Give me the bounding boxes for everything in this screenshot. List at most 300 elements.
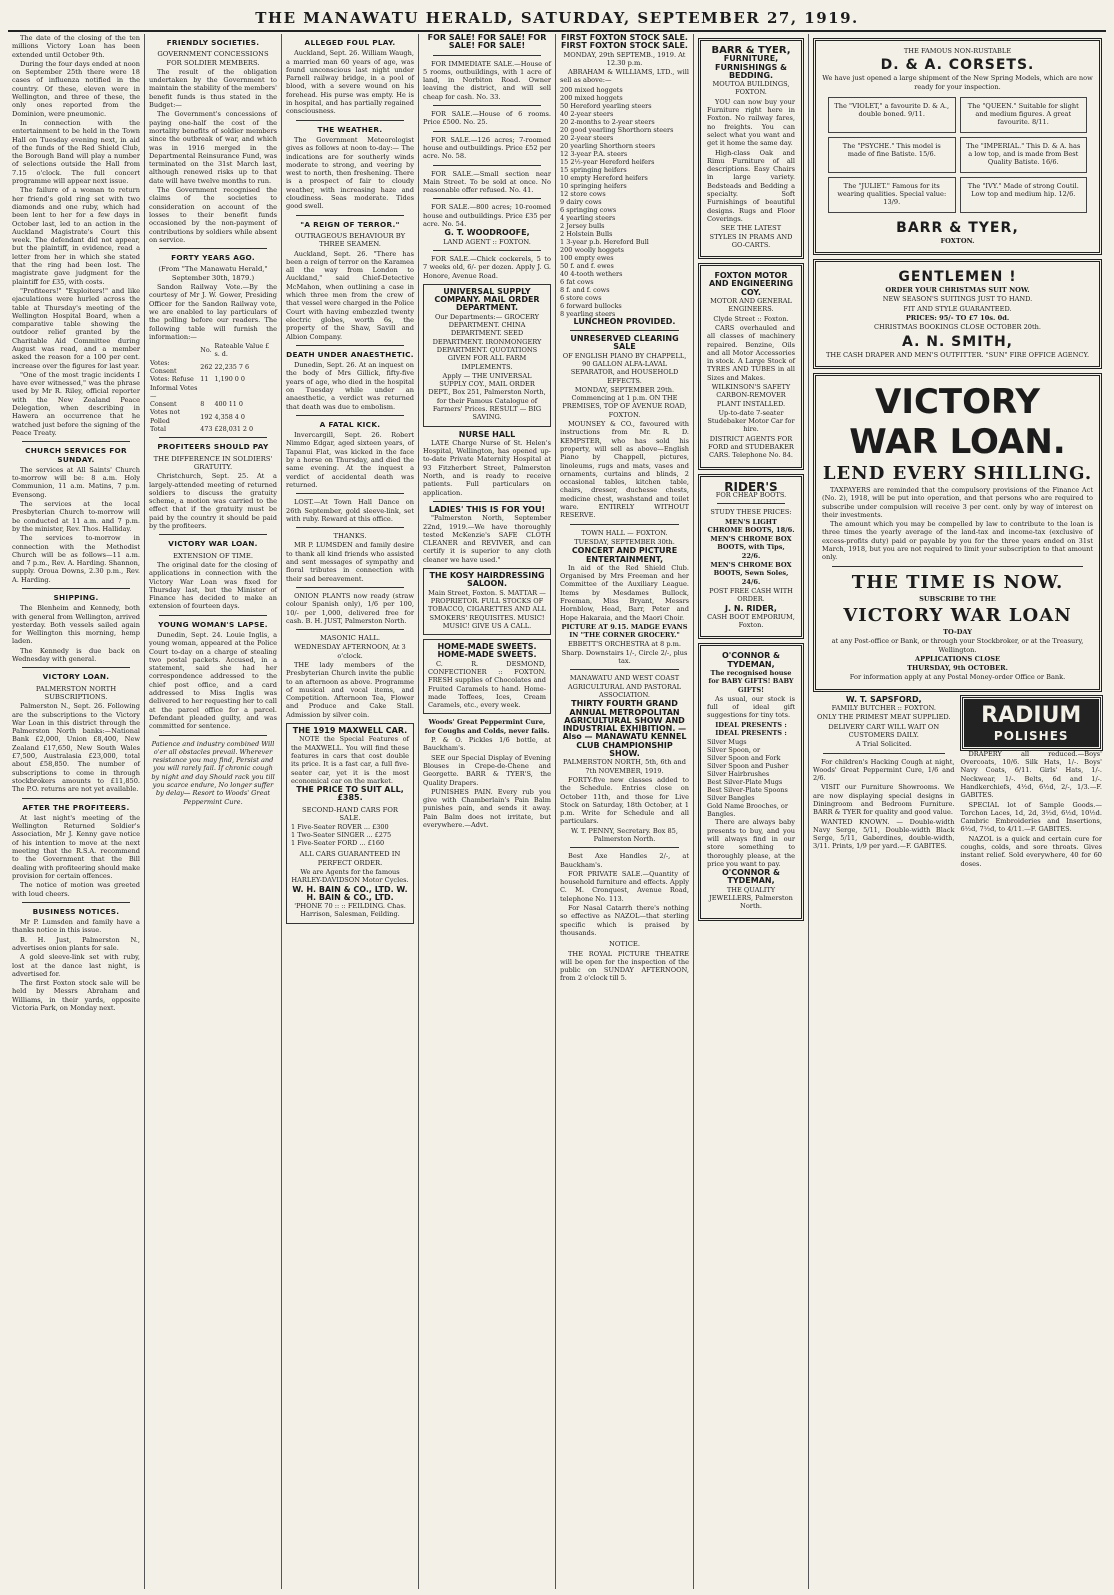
rider-title: RIDER'S	[724, 479, 778, 494]
victory-heading: VICTORY	[875, 381, 1040, 422]
table-cell: 22,235 7 6	[214, 362, 250, 371]
list-item: 40 4-tooth wethers	[560, 269, 623, 278]
corset-item: The "VIOLET," a favourite D. & A., double boned. 9/11.	[828, 97, 956, 133]
oconnor-sub: The recognised house for BABY GIFTS! BABY GIFTS!	[708, 669, 794, 694]
para-ywl: Dunedin, Sept. 24. Louie Inglis, a young woman, appeared at the Police Court to-day on a charge of stealing two postal packets. Accused, in a statement, said she had her correspondence addressed to the chief post office, and a card addressed to Miss Inglis was delivered to her requesting her to call at the parcel office for a parcel. Defendant pleaded guilty, and was committed for sentence.	[149, 631, 277, 731]
barr-text3: SEE THE LATEST STYLES IN PRAMS AND GO-CARTS.	[709, 224, 793, 249]
barr-tyer-furniture-ad	[698, 38, 804, 259]
barr-tyer-title: BARR & TYER,	[896, 219, 1019, 236]
heading-thanks: THANKS.	[333, 532, 367, 541]
table-cell: 192	[200, 412, 213, 421]
oconnor-text: As usual, our stock is full of ideal gift suggestions for tiny tots.	[707, 694, 795, 720]
list-item: 8 yearling steers	[560, 309, 616, 318]
para-after: At last night's meeting of the Wellington Returned Soldier's Association, Mr J. Kenny gave notice of his intention to move at the next meeting that the R.S.A. recommend to the Government that the Bill dealing with profiteering should make provision for certain offences.	[12, 813, 140, 880]
table-cell: Informal Votes—	[150, 383, 198, 400]
para-ring: The failure of a woman to return her friend's gold ring set with two diamonds and one ruby, which had been lent to her for a few days in October last, led to an action in the Auckland Magistrate's Court this week. The defendant did not appear, but the plaintiff, in evidence, read a letter from her in which she stated that the ring had been lost. The magistrate gave judgment for the plaintiff for £35, with costs.	[12, 186, 140, 286]
phone: 'PHONE 70 :: :: FEILDING. Chas. Harrison, Salesman, Feilding.	[294, 902, 406, 919]
list-item: 50 f. and f. ewes	[560, 261, 614, 270]
barr-text: YOU can now buy your Furniture right here in Foxton. No railway fares, no freights. You can select what you want and get it home the same day.	[707, 97, 795, 148]
oconnor-ad	[698, 643, 804, 920]
clearing-title: UNRESERVED CLEARING SALE	[570, 334, 679, 352]
para-forty: Sandon Railway Vote.—By the courtesy of Mr J. W. Gower, Presiding Officer for the Sandon Railway vote, we are enabled to lay particulars of the polling before our readers. The following table will furnish the information:—	[149, 283, 277, 341]
column-4	[419, 34, 556, 1589]
ad-onion: ONION PLANTS now ready (straw colour Spanish only), 1/6 per 100, 10/- per 1,000, delivered free for cash. B. H. JUST, Palmerston North.	[286, 591, 414, 625]
pain-ad: PUNISHES PAIN. Every rub you give with Chamberlain's Pain Balm punishes pain, and sends it away. Pain Balm does not irritate, but everywhere.—Advt.	[423, 787, 551, 830]
list-item: 10 empty Hereford heifers	[560, 173, 648, 182]
heading-terror: "A REIGN OF TERROR."	[300, 219, 400, 229]
subheading-fs: GOVERNMENT CONCESSIONS FOR SOLDIER MEMBERS.	[157, 50, 269, 67]
see-ad: SEE our Special Display of Evening Blouses in Crepe-de-Chene and Georgette. BARR & TYER'S, the Quality Drapers.	[423, 753, 551, 787]
luncheon: LUNCHEON PROVIDED.	[573, 316, 676, 326]
table-row	[149, 425, 277, 433]
list-item: 200 woolly hoggets	[560, 245, 624, 254]
metro-date: PALMERSTON NORTH, 5th, 6th and 7th NOVEMBER, 1919.	[563, 758, 686, 775]
barr-text2: High-class Oak and Rimu Furniture of all descriptions. Easy Chairs in large variety. Bedsteads and Bedding a specialty. Soft Furnishings of beautiful designs. Rugs and Floor Coverings.	[707, 148, 795, 223]
para-after2: The notice of motion was greeted with loud cheers.	[12, 881, 140, 898]
heading-masonic: MASONIC HALL.	[319, 634, 381, 643]
corset-item: The "QUEEN." Suitable for slight and medium figures. A great favourite. 8/11.	[960, 97, 1088, 133]
barr-addr: MOUTOA BUILDINGS, FOXTON.	[712, 80, 790, 97]
post-free: POST FREE CASH WITH ORDER.	[709, 586, 793, 604]
sweets-ad	[423, 639, 551, 714]
town-date: TUESDAY, SEPTEMBER 30th.	[574, 537, 675, 546]
list-item: 6 forward bullocks	[560, 301, 622, 310]
polishes-word: POLISHES	[993, 728, 1069, 743]
divider	[296, 587, 404, 588]
orchestra-text: EBBETT'S ORCHESTRA at 8 p.m. Sharp. Downstairs 1/-, Circle 2/-, plus tax.	[561, 640, 688, 666]
maxwell-ad	[286, 723, 414, 924]
para-foul: Auckland, Sept. 26. William Waugh, a married man 60 years of age, was found unconscious last night under Parnell railway bridge, in a pool of blood, with a severe wound on his forehead. His purse was empty. He is in hospital, and has partially regained consciousness.	[286, 49, 414, 116]
maxwell-title: THE 1919 MAXWELL CAR.	[292, 726, 408, 736]
barr-sub: FURNITURE, FURNISHINGS & BEDDING.	[714, 54, 787, 80]
motor-title: FOXTON MOTOR AND ENGINEERING COY.	[708, 271, 794, 297]
trial: A Trial Solicited.	[855, 740, 912, 749]
divider	[570, 524, 679, 525]
list-item: 1 Five-Seater FORD ... £160	[291, 839, 385, 848]
table-cell: 400 11 0	[214, 400, 243, 409]
whbain: W. H. BAIN & CO., LTD. W. H. BAIN & CO., LTD.	[292, 884, 408, 902]
subscribe: SUBSCRIBE TO THE	[919, 594, 996, 603]
divider	[717, 503, 785, 504]
subheading-vwl: EXTENSION OF TIME.	[172, 551, 253, 560]
divider	[296, 120, 404, 121]
picture-text: PICTURE AT 9.15. MADGE EVANS IN "THE CORNER GROCERY."	[561, 622, 688, 640]
secondhand-title: SECOND-HAND CARS FOR SALE.	[301, 805, 399, 823]
list-item: Silver Bangles	[707, 794, 755, 803]
corset-item: The "IMPERIAL." This D. & A. has a low top, and is made from Best Quality Batiste. 16/6.	[960, 137, 1088, 173]
divider	[433, 165, 541, 166]
forsale-header: FOR SALE! FOR SALE! FOR SALE! FOR SALE!	[427, 34, 547, 51]
gent-line2: FIT AND STYLE GUARANTEED.	[903, 304, 1012, 313]
heading-kick: A FATAL KICK.	[319, 419, 381, 429]
woods-cure: For children's Hacking Cough at night, Woods' Great Peppermint Cure, 1/6 and 2/6.	[813, 757, 955, 783]
stock-intro: ABRAHAM & WILLIAMS, LTD., will sell as above:—	[560, 68, 689, 85]
private-ad: FOR PRIVATE SALE.—Quantity of household furniture and effects. Apply C. M. Cronquest, Avenue Road, telephone No. 113.	[560, 869, 689, 903]
kosy-text: Main Street, Foxton. S. MATTAR — PROPRIETOR. FULL STOCKS OF TOBACCO, CIGARETTES AND ALL SMOKERS' REQUISITES. MUSIC! MUSIC! GIVE US A CALL.	[428, 588, 546, 630]
divider	[433, 198, 541, 199]
list-item: 200 mixed hoggets	[560, 85, 623, 94]
radium-word: RADIUM	[981, 702, 1082, 728]
divider	[22, 588, 130, 589]
para-kick: Invercargill, Sept. 26. Robert Nimmo Edgar, aged sixteen years, of Tapanui Flat, was kicked in the face by a horse on Thursday, and died the same evening. At the inquest a verdict of accidental death was returned.	[286, 431, 414, 489]
para-terror: Auckland, Sept. 26. "There has been a reign of terror on the Karamea all the way from London to Auckland," said Chief-Detective McMahon, when outlining a case in which three men from the crew of that vessel were charged in the Police Court with having embezzled twenty electric globes, worth 6s, the property of the Shaw, Savill and Albion Company.	[286, 249, 414, 341]
column-6	[694, 34, 809, 1589]
concert-title: CONCERT AND PICTURE ENTERTAINMENT,	[571, 546, 678, 564]
stock-title: FIRST FOXTON STOCK SALE. FIRST FOXTON STOCK SALE.	[561, 34, 688, 51]
nurse-text: LATE Charge Nurse of St. Helen's Hospital, Wellington, has opened up-to-date Private Maternity Hospital at 93 Fitzherbert Street, Palmerston North, and is ready to receive patients. Full particulars on application.	[423, 438, 551, 497]
para-shipping: The Blenheim and Kennedy, both with general from Wellington, arrived yesterday. Both vessels sailed again for Wellington this morning, hemp laden.	[12, 604, 140, 646]
table-cell: Consent	[150, 400, 177, 409]
land-agent: LAND AGENT :: FOXTON.	[443, 237, 531, 246]
jewellers: THE QUALITY JEWELLERS, Palmerston North.	[709, 885, 793, 911]
sapsford-line3: DELIVERY CART WILL WAIT ON CUSTOMERS DAILY.	[828, 722, 940, 739]
usc-apply: Apply — THE UNIVERSAL SUPPLY COY., MAIL ORDER DEPT., Box 251, Palmerston North, for their Famous Catalogue of Farmers' Prices. RESULT — BIG SAVING.	[428, 371, 546, 422]
list-item: 6 fat cows	[560, 277, 594, 286]
subheading-victory-loan: PALMERSTON NORTH SUBSCRIPTIONS.	[35, 684, 117, 701]
corset-grid	[828, 97, 1087, 213]
barr-tyer-town: FOXTON.	[940, 236, 975, 245]
corset-item: The "IVY." Made of strong Coutil. Low top and medium hip. 12/6.	[960, 177, 1088, 213]
divider	[296, 215, 404, 216]
sweets-text: C. R. DESMOND, CONFECTIONER :: FOXTON. FRESH supplies of Chocolates and Fruited Caramels to hand. Home-made Toffees, Ices, Cream Caramels, etc., every week.	[428, 659, 546, 710]
para-vwl: The original date for the closing of applications in connection with the Victory War Loan was fixed for Thursday last, but the Minister of Finance has decided to make an extension of fourteen days.	[149, 560, 277, 611]
clearing-sub: OF ENGLISH PIANO BY CHAPPELL, 90 GALLON ALFA-LAVAL SEPARATOR, and HOUSEHOLD EFFECTS.	[562, 351, 687, 385]
ad-forsale: FOR SALE.—House of 6 rooms. Price £500. No. 25.	[423, 110, 551, 127]
concert-text: In aid of the Red Shield Club. Organised by Mrs Freeman and her Committee of the Auxiliary League. Items by Mesdames Bullock, Freeman, Miss Bryant, Messrs Hornblow, Head, Barr, Peter and Hope Hakaraia, and the Maori Choir.	[560, 563, 689, 622]
para-prof: Christchurch, Sept. 25. At a largely-attended meeting of returned soldiers to discuss the gratuity scheme, a motion was carried to the effect that if the gratuity must be paid by the country it should be paid by the profiteers.	[149, 472, 277, 531]
woods-ad: Woods' Great Peppermint Cure, for Coughs and Colds, never fails.	[424, 718, 550, 735]
tax-text2: The amount which you may be compelled by law to contribute to the loan is three times the yearly average of the land-tax and income-tax (exclusive of excess-profits duty) paid or payable by you for the three years ended on 31st March, 1918, but you are not required to limit your subscription to that amount only.	[822, 520, 1093, 562]
list-item: 15 springing heifers	[560, 165, 627, 174]
apply-text: at any Post-office or Bank, or through your Stockbroker, or at the Treasury, Wellington.	[831, 637, 1084, 654]
victory-loan-ad	[813, 373, 1102, 692]
oconnor-text2: There are always baby presents to buy, and you will always find in our store something to thoroughly please, at the price you want to pay.	[707, 818, 795, 868]
ladies-title: LADIES' THIS IS FOR YOU!	[428, 504, 546, 514]
divider	[832, 566, 1083, 567]
maxwell-price: THE PRICE TO SUIT ALL, £385.	[296, 785, 404, 803]
list-item: 1 Two-Seater SINGER ... £275	[291, 831, 392, 840]
visit-showrooms: VISIT our Furniture Showrooms. We are now displaying special designs in Diningroom and Bedroom Furniture. BARR & TYER for quality and good value.	[813, 783, 955, 817]
list-item: 1 Five-Seater ROVER ... £300	[291, 823, 389, 832]
sweets-title: HOME-MADE SWEETS. HOME-MADE SWEETS.	[437, 642, 537, 660]
divider	[433, 55, 541, 56]
hire: Up-to-date 7-seater Studebaker Motor Car for hire.	[707, 408, 795, 434]
ad-chick: FOR SALE.—Chick cockerels, 5 to 7 weeks old, 6/- per dozen. Apply J. G. Honore, Avenue Road.	[423, 254, 551, 280]
drapery-ad: DRAPERY all reduced.—Boys' Overcoats, 10/6. Silk Hats, 1/-. Boys' Navy Coats, 6/11. Girls' Hats, 1/-. Neckwear, 1/-. Belts, 6d and 1/-. Handkerchiefs, 4½d, 6½d, 2/-, 1/3.—F. GABITES.	[960, 749, 1102, 800]
list-item: 2 Jersey bulls	[560, 221, 605, 230]
kosy-ad	[423, 568, 551, 635]
gifts-list	[707, 738, 795, 818]
lend-every-shilling: LEND EVERY SHILLING.	[822, 462, 1093, 484]
column-2	[145, 34, 282, 1589]
divider	[159, 735, 267, 736]
para-business3: A gold sleeve-link set with ruby, lost at the dance last night, is advertised for.	[12, 953, 140, 978]
list-item: 20 good yearling Shorthorn steers	[560, 125, 674, 134]
masonic-time: WEDNESDAY AFTERNOON, At 3 o'clock.	[294, 643, 406, 660]
boot-price: MEN'S CHROME BOX BOOTS, Sewn Soles, 24/6.	[710, 561, 792, 586]
divider	[296, 493, 404, 494]
gent-price: PRICES: 95/- TO £7 10s. 0d.	[905, 314, 1010, 323]
tax-text: TAXPAYERS are reminded that the compulsory provisions of the Finance Act (No. 2), 1918, will be put into operation, and that persons who are required to subscribe under compulsion will receive 3 per cent. only by way of interest on their investments.	[822, 485, 1093, 519]
list-item: Gold Name Brooches, or Bangles.	[707, 802, 788, 819]
sapsford-line2: ONLY THE PRIMEST MEAT SUPPLIED.	[816, 713, 951, 722]
table-row	[149, 384, 277, 401]
para-business2: B. H. Just, Palmerston N., advertises onion plants for sale.	[12, 935, 140, 952]
corset-item: The "PSYCHE." This model is made of fine Batiste. 15/6.	[828, 137, 956, 173]
divider	[570, 847, 679, 848]
para-church2: The services at the local Presbyterian Church to-morrow will be conducted at 11 a.m. and 7 p.m. by the minister, Rev. Thos. Halliday.	[12, 500, 140, 533]
list-item: 6 springing cows	[560, 205, 617, 214]
ad-presbyterian: THE lady members of the Presbyterian Church invite the public to an afternoon as above. Programme of musical and vocal items, and Competition. Afternoon Tea, Flower and Produce and Cake Stall. Admission by silver coin.	[286, 661, 414, 719]
heading-victory-loan: VICTORY LOAN.	[42, 672, 110, 682]
table-row	[149, 375, 277, 383]
para-victory: Palmerston N., Sept. 26. Following are the subscriptions to the Victory War Loan in this district through the Palmerston North banks:—National Bank £2,000, Union £8,400, New Zealand £17,650, New South Wales £7,500, Australasia £23,000, total about £58,850. The number of subscriptions to come in through stockbrokers amounts to £11,850. The P.O. returns are not yet available.	[12, 702, 140, 794]
heading-business: BUSINESS NOTICES.	[32, 906, 120, 916]
heading-vwl: VICTORY WAR LOAN.	[168, 539, 258, 549]
corset-title: D. & A. CORSETS.	[880, 57, 1035, 74]
divider	[159, 615, 267, 616]
maxwell-text: NOTE the Special Features of the MAXWELL. You will find these features in cars that cost double its price. It is a fast car, a full five-seater car, yet it is the most economical car on the market.	[291, 735, 409, 785]
heading-weather: THE WEATHER.	[317, 124, 383, 134]
divider	[823, 753, 945, 754]
stock-date: MONDAY, 29th SEPTEMB., 1919. At 12.30 p.m.	[563, 50, 686, 67]
table-cell: Total	[150, 425, 167, 434]
corset-intro: We have just opened a large shipment of the New Spring Models, which are now ready for your inspection.	[822, 74, 1093, 91]
heading-friendly-societies: FRIENDLY SOCIETIES.	[166, 38, 260, 47]
table-row	[149, 359, 277, 376]
para-intro: The date of the closing of the ten millions Victory Loan has been extended until October 9th.	[12, 34, 140, 59]
para-fs1: The result of the obligation undertaken by the Government to maintain the stability of the members' benefit funds is thus stated in the Budget:—	[149, 67, 277, 110]
para-business: Mr P. Lumsden and family have a thanks notice in this issue.	[12, 918, 140, 935]
ad-forsale: FOR SALE.—800 acres; 10-roomed house and outbuildings. Price £35 per acre. No. 54.	[423, 203, 551, 229]
oconnor-name: O'CONNOR & TYDEMAN,	[721, 868, 781, 886]
table-cell: Votes: Refuse	[150, 375, 194, 384]
ladies-text: "Palmerston North, September 22nd, 1919.—We have thoroughly tested McKenzie's SAFE CLOTH CLEANER and REVIVER, and can certify it is superior to any cloth cleaner we have used."	[423, 514, 551, 564]
ad-forsale: FOR IMMEDIATE SALE.—House of 5 rooms, outbuildings, with 1 acre of land, in Norbiton Road. Owner leaving the district, and will sell cheap for cash. No. 33.	[423, 59, 551, 101]
study-prices: STUDY THESE PRICES:	[710, 508, 792, 517]
list-item: 6 store cows	[560, 293, 602, 302]
boot-price: MEN'S LIGHT CHROME BOOTS, 18/6.	[707, 517, 795, 534]
kosy-title: THE KOSY HAIRDRESSING SALOON.	[429, 571, 545, 589]
list-item: 15 2½-year Hereford heifers	[560, 157, 655, 166]
list-item: Best Silver-Plate Spoons	[707, 786, 788, 795]
heading-death: DEATH UNDER ANAESTHETIC.	[286, 349, 414, 359]
agents-text: We are Agents for the famous HARLEY-DAVIDSON Motor Cycles.	[291, 867, 409, 885]
table-cell: 262	[200, 362, 213, 371]
table-cell	[213, 384, 277, 401]
para-church3: The services to-morrow in connection with the Methodist Church will be as follows—11 a.m. and 7 p.m., Rev. A. Harding. Shannon, supply. Oroua Downs, 2.30 p.m., Rev. A. Harding.	[12, 534, 140, 584]
list-item: Best Silver-Plate Mugs	[707, 778, 783, 787]
table-cell: Votes not Polled	[150, 408, 181, 425]
motor-text: CARS overhauled and all classes of machinery repaired. Benzine, Oils and all Motor Accessories in stock. A Large Stock of TYRES AND TUBES in all Sizes and Makes.	[707, 323, 795, 382]
para-church: The services at All Saints' Church to-morrow will be: 8 a.m. Holy Communion, 11 a.m. Matins, 7 p.m. Evensong.	[12, 465, 140, 499]
motor-addr: Clyde Street :: Foxton.	[713, 314, 789, 323]
sapsford-sub: FAMILY BUTCHER :: FOXTON.	[831, 704, 936, 713]
sapsford-name: W. T. SAPSFORD,	[845, 694, 922, 704]
divider	[159, 437, 267, 438]
list-item: 8 f. and f. cows	[560, 285, 610, 294]
column-1	[8, 34, 145, 1589]
war-loan-heading: WAR LOAN.	[849, 421, 1066, 462]
usc-depts: Our Departments:— GROCERY DEPARTMENT. CHINA DEPARTMENT. SEED DEPARTMENT. IRONMONGERY DEPARTMENT. QUOTATIONS GIVEN FOR ALL FARM IMPLEMENTS.	[432, 312, 542, 371]
list-item: 12 3-year P.A. steers	[560, 149, 628, 158]
table-cell: Votes: Consent	[150, 358, 177, 375]
list-item: 4 yearling steers	[560, 213, 616, 222]
heading-foul-play: ALLEGED FOUL PLAY.	[304, 38, 396, 47]
ad-forsale: FOR SALE.—126 acres; 7-roomed house and outbuildings. Price £52 per acre. No. 58.	[423, 135, 551, 161]
guarantee: ALL CARS GUARANTEED IN PERFECT ORDER.	[299, 850, 401, 867]
gent-line3: CHRISTMAS BOOKINGS CLOSE OCTOBER 20th.	[874, 323, 1041, 332]
metro-text: THIRTY FOURTH GRAND ANNUAL METROPOLITAN AGRICULTURAL SHOW AND INDUSTRIAL EXHIBITION. — Also — MANAWATU KENNEL CLUB CHAMPIONSHIP SHOW.	[562, 699, 687, 759]
oconnor-title: O'CONNOR & TYDEMAN,	[721, 651, 781, 669]
foxton-motor-ad	[698, 263, 804, 470]
clearing-text: MOUNSEY & CO., favoured with instructions from Mr. R. D. KEMPSTER, who has sold his property, will sell as above—English Piano by Chappell, pictures, linoleums, rugs and mats, vases and ornaments, curtains and blinds, 2 occasional tables, kitchen table, chairs, dresser, duchesse chests, medicine chest, washstand and toilet ware. ENTIRELY WITHOUT RESERVE.	[560, 420, 689, 520]
info-text: For information apply at any Postal Money-order Office or Bank.	[849, 673, 1066, 682]
notice-title: NOTICE.	[608, 940, 641, 949]
divider	[159, 534, 267, 535]
metro-title: MANAWATU AND WEST COAST AGRICULTURAL AND PASTORAL ASSOCIATION.	[567, 674, 682, 699]
para-profiteers: "Profiteers!" "Exploiters!" and like ejaculations were hurled across the table at Thursday's meeting of the Wellington Hospital Board, when a comparative table showing the outdoor relief granted by the Charitable Aid Committee during August was read, and a member asked the reason for a 100 per cent. increase over the figures for last year.	[12, 286, 140, 370]
smith-sub: THE CASH DRAPER AND MEN'S OUTFITTER. "SUN" FIRE OFFICE AGENCY.	[825, 350, 1090, 359]
rider-sub: FOR CHEAP BOOTS.	[715, 490, 787, 499]
corset-pre: THE FAMOUS NON-RUSTABLE	[903, 47, 1012, 55]
table-cell: £28,031 2 0	[214, 425, 254, 434]
corset-item: The "JULIET." Famous for its wearing qualities. Special value: 13/9.	[828, 177, 956, 213]
list-item: 20 2-year steers	[560, 133, 614, 142]
metro-text2: FORTY-five new classes added to the Schedule. Entries close on October 11th, and those for Live Stock on Saturday, 18th October, at 1 p.m. Write for Schedule and all particulars.	[560, 775, 689, 826]
ad-lost: LOST.—At Town Hall Dance on 26th September, gold sleeve-link, set with ruby. Reward at this office.	[286, 498, 414, 523]
ad-thanks: MR P. LUMSDEN and family desire to thank all kind friends who assisted and sent messages of sympathy and floral tributes in connection with their sad bereavement.	[286, 541, 414, 583]
list-item: 1 3-year p.b. Hereford Bull	[560, 237, 649, 246]
heading-after-profiteers: AFTER THE PROFITEERS.	[22, 802, 130, 812]
table-cell: 473	[200, 425, 213, 434]
divider	[570, 330, 679, 331]
nazol-ad: For Nasal Catarrh there's nothing so effective as NAZOL—that sterling specific which is praised by thousands.	[560, 904, 689, 937]
woodroofe: G. T. WOODROOFE,	[444, 228, 530, 238]
divider	[296, 345, 404, 346]
rider-addr: CASH BOOT EMPORIUM, Foxton.	[707, 612, 795, 630]
gent-line1: NEW SEASON'S SUITINGS JUST TO HAND.	[882, 295, 1033, 304]
boot-price: MEN'S CHROME BOX BOOTS, with Tips, 22/6.	[710, 535, 792, 560]
list-item: 20 yearling Shorthorn steers	[560, 141, 656, 150]
divider	[296, 415, 404, 416]
table-cell: Rateable Value £ s. d.	[214, 342, 270, 359]
list-item: 10 springing heifers	[560, 181, 627, 190]
list-item: 200 mixed hoggets	[560, 93, 623, 102]
cars-list	[291, 823, 409, 847]
gentlemen-ad	[813, 259, 1102, 369]
list-item: 9 dairy cows	[560, 197, 602, 206]
divider	[159, 248, 267, 249]
time-is-now: THE TIME IS NOW.	[851, 571, 1064, 593]
para-fs2: The Government's concessions of paying one-half the cost of the mortality benefits of soldier members since the outbreak of war, and which was in 1916 merged in the Departmental Reinsurance Fund, was terminated on the 31st March last, although renewed risks up to that date will have twelve months to run.	[149, 110, 277, 185]
gent-sub: ORDER YOUR CHRISTMAS SUIT NOW.	[885, 286, 1030, 295]
victory-war-loan: VICTORY WAR LOAN	[843, 604, 1072, 626]
penny-sig: W. T. PENNY, Secretary. Box 85, Palmerston North.	[571, 826, 678, 843]
list-item: Silver Mugs	[707, 738, 747, 747]
list-item: 20 2-months to 2-year steers	[560, 117, 655, 126]
table-cell: 1,190 0 0	[214, 375, 245, 384]
divider	[433, 105, 541, 106]
list-item: Silver Hairbrushes	[707, 770, 770, 779]
heading-profiteers-pay: PROFITEERS SHOULD PAY	[157, 442, 269, 452]
table-cell	[149, 342, 199, 359]
usc-ad	[423, 284, 551, 427]
heading-forty-years: FORTY YEARS AGO.	[171, 253, 255, 263]
town-hall: TOWN HALL — FOXTON.	[581, 528, 668, 537]
divider	[296, 527, 404, 528]
divider	[296, 629, 404, 630]
divider	[22, 441, 130, 442]
list-item: Silver Spoon and Fork	[707, 754, 781, 763]
bottom-right-ads	[961, 696, 1103, 869]
radium-polishes-logo	[961, 696, 1103, 750]
poem: Patience and industry combined Will o'er all obstacles prevail. Wherever resistance you may find, Persist and you will rarely fail. If chronic cough by night and day Should rack you till you scarce endure, No longer suffer by delay— Resort to Woods' Great Peppermint Cure.	[151, 739, 275, 806]
smith-name: A. N. SMITH,	[901, 333, 1013, 350]
close-date: THURSDAY, 9th OCTOBER.	[907, 664, 1008, 673]
divider	[433, 131, 541, 132]
list-item: 100 empty ewes	[560, 253, 614, 262]
masthead: THE MANAWATU HERALD, SATURDAY, SEPTEMBER 27, 1919.	[8, 6, 1106, 32]
para-influenza: During the four days ended at noon on September 25th there were 18 cases of influenza notified in the country. Of these, eleven were in Wellington, and three of these, the only ones reported from the Dominion, were pneumonic.	[12, 59, 140, 118]
column-7	[809, 34, 1106, 1589]
table-header	[149, 342, 277, 359]
para-fs3: The Government recognised the claims of the societies to consideration on account of the losses to their benefit funds occasioned by the non-payment of contributions by soldiers while absent on service.	[149, 186, 277, 244]
nazol-ad: NAZOL is a quick and certain cure for coughs, colds, and sore throats. Gives instant relief. Sold everywhere, 40 for 60 doses.	[960, 834, 1102, 868]
votes-table	[149, 342, 277, 433]
list-item: 2 Holstein Bulls	[560, 229, 613, 238]
bottom-ads	[813, 696, 1102, 869]
wilkinson: WILKINSON'S SAFETY CARBON-REMOVER PLANT INSTALLED.	[711, 382, 791, 408]
applications-close: APPLICATIONS CLOSE	[915, 654, 1000, 663]
notice-text: THE ROYAL PICTURE THEATRE will be open for the inspection of the public on SUNDAY AFTERNOON, from 2 o'clock till 5.	[560, 949, 689, 983]
wanted-known: WANTED KNOWN. — Double-width Navy Serge, 5/11, Double-width Black Serge, 5/11, Gaberdines, double-width, 3/11. Prints, 1/9 per yard.—F. GABITES.	[813, 817, 955, 851]
para-tragic: "One of the most tragic incidents I have ever witnessed," was the phrase used by Mr R. Riley, official reporter with the New Zealand Peace Delegation, when describing in Hawera an occurrence that he watched just before the signing of the Peace Treaty.	[12, 370, 140, 437]
heading-church: CHURCH SERVICES FOR SUNDAY.	[25, 446, 127, 464]
divider	[22, 798, 130, 799]
para-death: Dunedin, Sept. 26. At an inquest on the body of Mrs Gillick, fifty-five years of age, who died in the hospital on Tuesday while under an anaesthetic, a verdict was returned that death was due to embolism.	[286, 361, 414, 411]
table-cell: No.	[200, 346, 212, 355]
table-cell: 8	[200, 400, 205, 409]
table-row	[149, 408, 277, 425]
pickles-ad: P. & O. Pickles 1/6 bottle, at Bauckham's.	[423, 736, 551, 753]
heading-young-woman: YOUNG WOMAN'S LAPSE.	[158, 619, 268, 629]
column-3	[282, 34, 419, 1589]
motor-agents: DISTRICT AGENTS FOR FORD and STUDEBAKER CARS. Telephone No. 84.	[708, 434, 794, 460]
divider	[570, 669, 679, 670]
gent-title: GENTLEMEN !	[898, 269, 1017, 286]
rider-ad	[698, 474, 804, 640]
clearing-date: MONDAY, SEPTEMBER 29th. Commencing at 1 p.m. ON THE PREMISES, TOP OF AVENUE ROAD, FOXTON.	[562, 385, 687, 419]
barr-title: BARR & TYER,	[711, 45, 791, 56]
para-concert: In connection with the entertainment to be held in the Town Hall on Tuesday evening next, in aid of the funds of the Red Shield Club, the Borough Band will play a number of selections outside the Hall from 7.15 o'clock. The full concert programme will appear next issue.	[12, 118, 140, 186]
rider-name: J. N. RIDER,	[725, 603, 777, 613]
nurse-title: NURSE HALL	[458, 429, 516, 439]
subheading-prof: THE DIFFERENCE IN SOLDIERS' GRATUITY.	[153, 454, 273, 471]
divider	[22, 902, 130, 903]
ideal-presents: IDEAL PRESENTS : IDEAL PRESENTS :	[715, 720, 787, 738]
table-cell: 4,358 4 0	[214, 412, 245, 421]
subheading-terror: OUTRAGEOUS BEHAVIOUR BY THREE SEAMEN.	[294, 231, 406, 249]
bottom-left-ads	[813, 696, 955, 869]
para-weather: The Government Meteorologist gives as follows at noon to-day:— The indications are for southerly winds moderate to strong, and veering by west to north, then freshening. There is a prospect of fair to cloudy weather, with increasing haze and cloudiness. Seas moderate. Tides good swell.	[286, 135, 414, 211]
para-business4: The first Foxton stock sale will be held by Messrs Abraham and Williams, in their yards, opposite Victoria Park, on Monday next.	[12, 979, 140, 1013]
ad-forsale: FOR SALE.—Small section near Main Street. To be sold at once. No reasonable offer refused. No. 41.	[423, 169, 551, 195]
divider	[22, 667, 130, 668]
corsets-ad	[813, 38, 1102, 255]
list-item: Silver Spoon and Pusher	[707, 762, 789, 771]
list-item: 50 Hereford yearling steers	[560, 101, 652, 110]
